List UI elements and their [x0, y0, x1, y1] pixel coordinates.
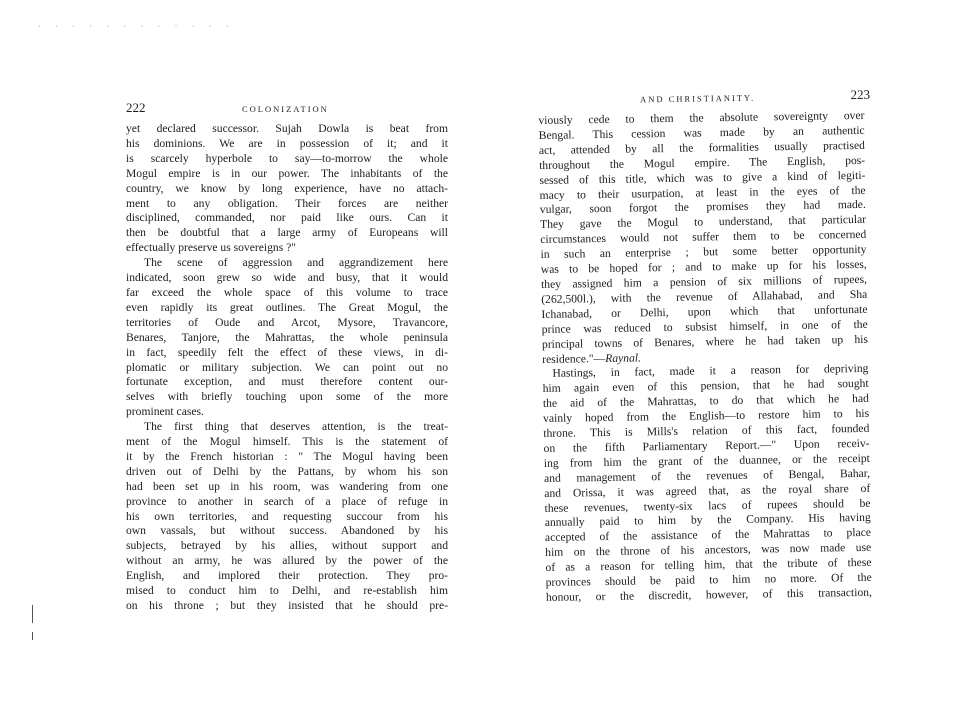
text-line: his dominions. We are in possession of it; and it	[126, 136, 448, 150]
right-page	[538, 87, 872, 606]
text-line: they assigned him a pension of six millions of rupees,	[540, 272, 868, 291]
text-line: was to be hoped for ; and to make up for his losses,	[540, 257, 867, 277]
text-line: him on the throne of his ancestors, was now made use	[545, 541, 872, 560]
text-line: act, attended by all the formalities usually practised	[538, 138, 865, 157]
text-line: far exceed the whole space of this volume to trace	[126, 285, 448, 299]
page-number: 222	[126, 100, 146, 115]
text-line: throne. This is Mills's relation of this fact, founded	[543, 421, 870, 440]
text-line: and Orissa, it was agreed that, as the royal share of	[544, 481, 871, 500]
text-line: selves with briefly touching upon some of the more	[126, 390, 448, 404]
text-line: it by the French historian : " The Mogul having been	[126, 449, 448, 463]
text-line: throughout the Mogul empire. The English, pos-	[539, 153, 866, 172]
text-line: the aid of the Mahrattas, to do that which he had	[542, 392, 869, 411]
text-line: Mogul empire is in our power. The inhabitants of the	[126, 166, 448, 180]
left-page-text	[126, 122, 448, 614]
text-line: The first thing that deserves attention, is the treat-	[144, 420, 448, 434]
text-line: effectually preserve us sovereigns ?"	[126, 241, 296, 255]
left-page-header	[126, 100, 448, 122]
quote-end: residence."—	[542, 351, 606, 366]
text-line: country, we know by long experience, have no attach-	[126, 181, 448, 195]
text-line: indicated, soon grew so wide and busy, that it would	[126, 271, 448, 285]
text-line: plomatic or military subjection. We can point out no	[126, 360, 448, 374]
text-line: is scarcely hyperbole to say—to-morrow the whole	[126, 151, 448, 165]
text-line: even rapidly its great outlines. The Great Mogul, the	[126, 300, 448, 314]
text-line: prominent cases.	[126, 405, 204, 419]
right-page-text	[538, 109, 872, 606]
text-line: him again even of this pension, that he had sought	[542, 377, 869, 396]
text-line: yet declared successor. Sujah Dowla is beat from	[126, 122, 448, 135]
text-line: honour, or the discredit, however, of this transaction,	[545, 585, 873, 604]
scan-speckles: · · · · · · · · · · · ·	[38, 22, 235, 31]
text-line: territories of Oude and Arcot, Mysore, Travancore,	[126, 315, 448, 329]
running-title: COLONIZATION	[242, 104, 329, 114]
scan-mark	[32, 632, 33, 640]
text-line: in fact, speedily felt the effect of these views, in di-	[126, 345, 448, 359]
text-line: prince was reduced to subsist himself, in one of the	[541, 317, 868, 336]
text-line: his own territories, and requesting succour from his	[126, 509, 448, 523]
text-line: ment of the Mogul himself. This is the statement of	[126, 435, 448, 449]
text-line: in such an enterprise ; but some better opportunity	[540, 243, 867, 262]
text-line: own vassals, but without success. Abandoned by his	[126, 524, 448, 538]
text-line: circumstances would not suffer them to be concerned	[540, 228, 867, 247]
text-line: subjects, betrayed by his allies, without support and	[126, 539, 448, 553]
text-line: on the fifth Parliamentary Report.—" Upon receiv-	[543, 436, 870, 455]
text-line: of as a reason for telling him, that the tribute of these	[545, 556, 872, 575]
text-line: Benares, Tanjore, the Mahrattas, the whole peninsula	[126, 330, 448, 344]
text-line: without an army, he was allured by the power of the	[126, 554, 448, 568]
text-line: (262,500l.), with the revenue of Allahabad, and Sha	[541, 287, 868, 306]
text-line: They gave the Mogul to understand, that particular	[539, 213, 867, 232]
text-line: vulgar, soon forgot the promises they had made.	[539, 198, 866, 217]
text-line: accepted of the assistance of the Mahrattas to place	[544, 526, 872, 545]
text-line: The scene of aggression and aggrandizement here	[144, 256, 448, 270]
left-page	[126, 100, 448, 614]
text-line: vainly hoped from the English—to restore him to his	[543, 406, 870, 426]
text-line: Bengal. This cession was made by an authentic	[538, 123, 865, 142]
text-line: Hastings, in fact, made it a reason for depriving	[552, 362, 869, 381]
text-line: driven out of Delhi by the Pattans, by whom his son	[126, 464, 448, 478]
text-line: mised to conduct him to Delhi, and re-establish him	[126, 584, 448, 598]
text-line: macy to their usurpation, at least in the eyes of the	[539, 183, 866, 202]
text-line: sessed of this title, which was to give a kind of legiti-	[539, 168, 866, 187]
text-line: English, and implored their protection. They pro-	[126, 569, 448, 583]
text-line: these revenues, twenty-six lacs of rupees should be	[544, 496, 871, 515]
text-line: and management of the revenues of Bengal, Bahar,	[543, 466, 871, 485]
text-line: fortunate exception, and must therefore content our-	[126, 375, 448, 389]
text-line: province to another in search of a place of refuge in	[126, 494, 448, 508]
running-title: AND CHRISTIANITY.	[640, 92, 756, 105]
text-line: provinces should be paid to him no more. Of the	[545, 570, 872, 590]
text-line: ment to any obligation. Their forces are neither	[126, 196, 448, 210]
text-line: ing from him the grant of the duannee, or the receipt	[543, 451, 870, 470]
text-line: annually paid to him by the Company. His having	[544, 511, 871, 530]
scan-mark	[32, 605, 33, 623]
text-line: disciplined, commanded, nor paid like ours. Can it	[126, 211, 448, 225]
text-line: had been set up in his room, was wandering from one	[126, 479, 448, 493]
text-line: viously cede to them the absolute sovereignty over	[538, 108, 865, 127]
citation: Raynal.	[605, 350, 642, 365]
text-line: on his throne ; but they insisted that he should pre-	[126, 599, 448, 612]
text-line: principal towns of Benares, where he had taken up his	[541, 332, 869, 351]
text-line: Ichanabad, or Delhi, upon which that unfortunate	[541, 302, 868, 321]
text-line: then be doubtful that a large army of Europeans will	[126, 226, 448, 240]
page-number: 223	[850, 86, 871, 103]
